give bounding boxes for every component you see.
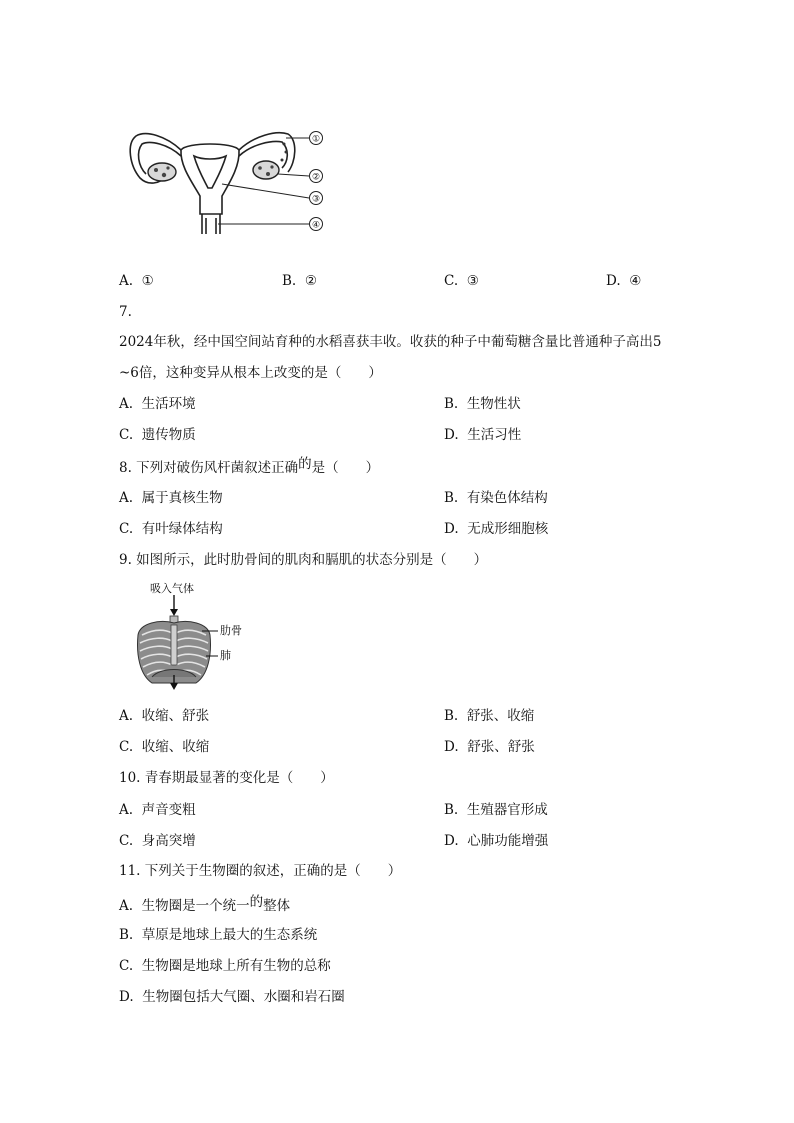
figure-label-3: ③ [311,194,321,205]
q9-stem: 9. 如图所示，此时肋骨间的肌肉和膈肌的状态分别是（ ） [119,552,488,568]
rib-cage-diagram [130,579,260,691]
q11-option-b: B. 草原是地球上最大的生态系统 [119,927,318,943]
q10-stem: 10. 青春期最显著的变化是（ ） [119,770,334,786]
uterus-diagram [126,122,336,240]
q11-stem: 11. 下列关于生物圈的叙述，正确的是（ ） [119,863,402,879]
q10-option-c: C. 身高突增 [119,833,196,849]
q8-option-c: C. 有叶绿体结构 [119,521,223,537]
q10-option-b: B. 生殖器官形成 [444,802,548,818]
q7-option-c: C. 遗传物质 [119,427,196,443]
q11-option-a: A. 生物圈是一个统一的整体 [119,894,291,914]
q7-stem-line2: ~6倍，这种变异从根本上改变的是（ ） [119,365,382,381]
figure-label-2: ② [311,172,321,183]
q8-option-b: B. 有染色体结构 [444,490,548,506]
q9-option-d: D. 舒张、舒张 [444,739,535,755]
q7-option-a: A. 生活环境 [119,396,196,412]
q10-option-a: A. 声音变粗 [119,802,196,818]
q11-option-d: D. 生物圈包括大气圈、水圈和岩石圈 [119,989,345,1005]
q8-stem: 8. 下列对破伤风杆菌叙述正确的是（ ） [119,456,380,476]
q11-option-c: C. 生物圈是地球上所有生物的总称 [119,958,331,974]
q7-option-b: B. 生物性状 [444,396,521,412]
label-rib: 肋骨 [220,624,242,637]
q7-stem-line1: 2024年秋，经中国空间站育种的水稻喜获丰收。收获的种子中葡萄糖含量比普通种子高出5 [119,334,662,350]
q7-option-d: D. 生活习性 [444,427,522,443]
label-inhale: 吸入气体 [150,582,194,595]
q9-option-b: B. 舒张、收缩 [444,708,535,724]
q6-option-b: B. ② [282,273,317,289]
q8-option-a: A. 属于真核生物 [119,490,223,506]
q9-option-c: C. 收缩、收缩 [119,739,210,755]
label-lung: 肺 [220,649,231,662]
figure-label-1: ① [311,134,321,145]
figure-label-4: ④ [311,220,321,231]
q6-option-c: C. ③ [444,273,479,289]
q8-option-d: D. 无成形细胞核 [444,521,549,537]
q6-option-a: A. ① [119,273,154,289]
q9-option-a: A. 收缩、舒张 [119,708,210,724]
q7-number: 7. [119,304,132,320]
q6-option-d: D. ④ [606,273,642,289]
q10-option-d: D. 心肺功能增强 [444,833,549,849]
